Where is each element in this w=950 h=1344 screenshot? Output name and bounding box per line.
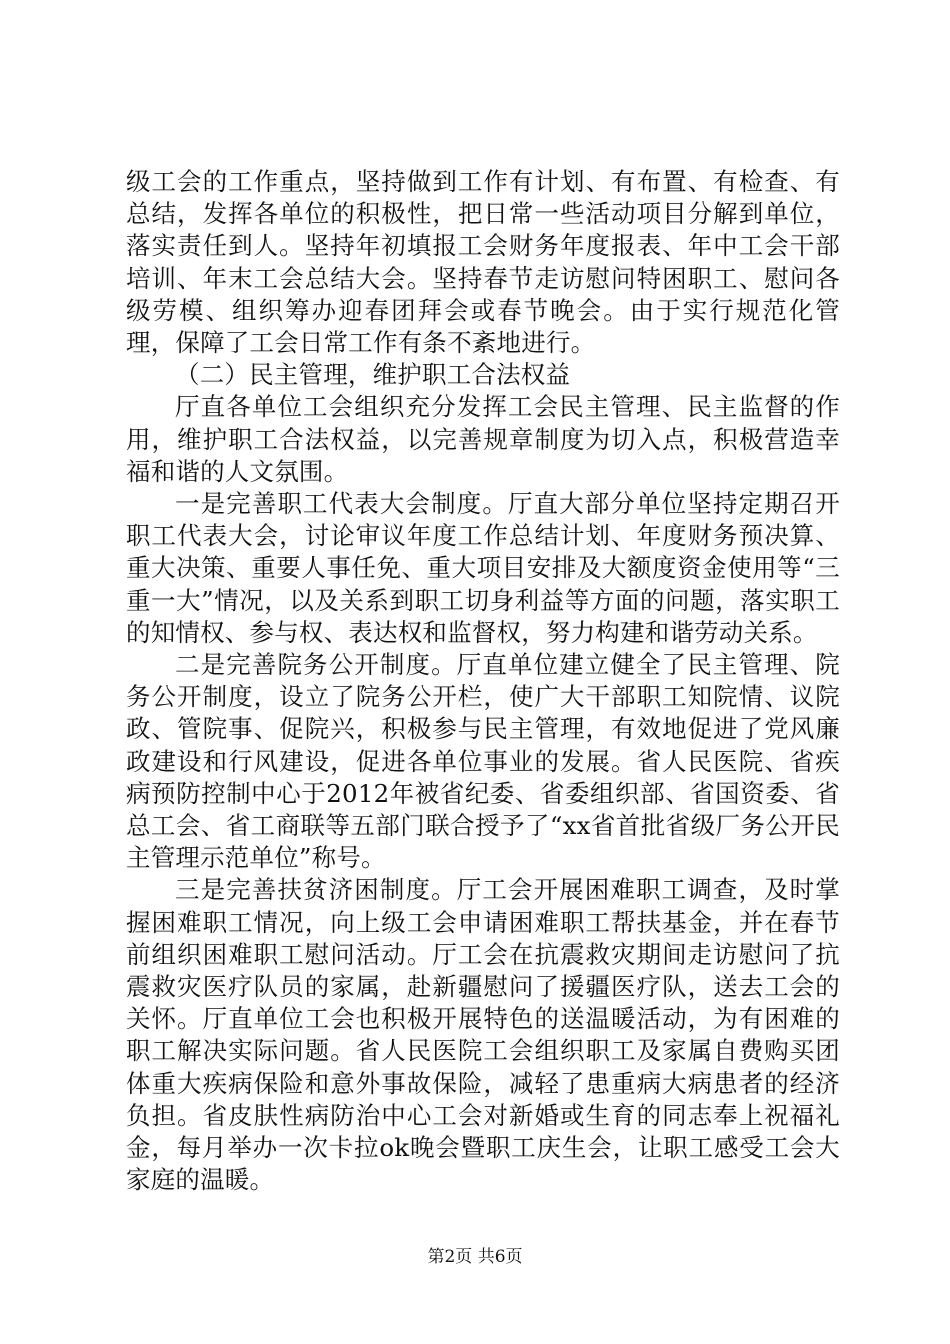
paragraph-poverty-relief: 三是完善扶贫济困制度。厅工会开展困难职工调查，及时掌握困难职工情况，向上级工会申请困难职工帮扶基金，并在春节前组织困难职工慰问活动。厅工会在抗震救灾期间走访慰问了抗震救灾医疗队员的家属，赴新疆慰问了援疆医疗队，送去工会的关怀。厅直单位工会也积极开展特色的送温暖活动，为有困难的职工解决实际问题。省人民医院工会组织职工及家属自费购买团体重大疾病保险和意外事故保险，减轻了患重病大病患者的经济负担。省皮肤性病防治中心工会对新婚或生育的同志奉上祝福礼金，每月举办一次卡拉ok晚会暨职工庆生会，让职工感受工会大家庭的温暖。	[126, 875, 840, 1195]
paragraph-intro: 厅直各单位工会组织充分发挥工会民主管理、民主监督的作用，维护职工合法权益，以完善规章制度为切入点，积极营造幸福和谐的人文氛围。	[126, 392, 840, 486]
document-body	[126, 166, 840, 1197]
paragraph-work-focus: 级工会的工作重点，坚持做到工作有计划、有布置、有检查、有总结，发挥各单位的积极性，把日常一些活动项目分解到单位，落实责任到人。坚持年初填报工会财务年度报表、年中工会干部培训、年末工会总结大会。坚持春节走访慰问特困职工、慰问各级劳模、组织筹办迎春团拜会或春节晚会。由于实行规范化管理，保障了工会日常工作有条不紊地进行。	[126, 167, 840, 358]
paragraph-worker-congress: 一是完善职工代表大会制度。厅直大部分单位坚持定期召开职工代表大会，讨论审议年度工作总结计划、年度财务预决算、重大决策、重要人事任免、重大项目安排及大额度资金使用等“三重一大”情况，以及关系到职工切身利益等方面的问题，落实职工的知情权、参与权、表达权和监督权，努力构建和谐劳动关系。	[126, 489, 840, 647]
paragraph-hospital-affairs: 二是完善院务公开制度。厅直单位建立健全了民主管理、院务公开制度，设立了院务公开栏，使广大干部职工知院情、议院政、管院事、促院兴，积极参与民主管理，有效地促进了党风廉政建设和行风建设，促进各单位事业的发展。省人民医院、省疾病预防控制中心于2012年被省纪委、省委组织部、省国资委、省总工会、省工商联等五部门联合授予了“xx省首批省级厂务公开民主管理示范单位”称号。	[126, 650, 840, 873]
section-heading-democratic-management: （二）民主管理，维护职工合法权益	[175, 360, 571, 390]
page-number-footer: 第2页 共6页	[427, 1247, 523, 1267]
